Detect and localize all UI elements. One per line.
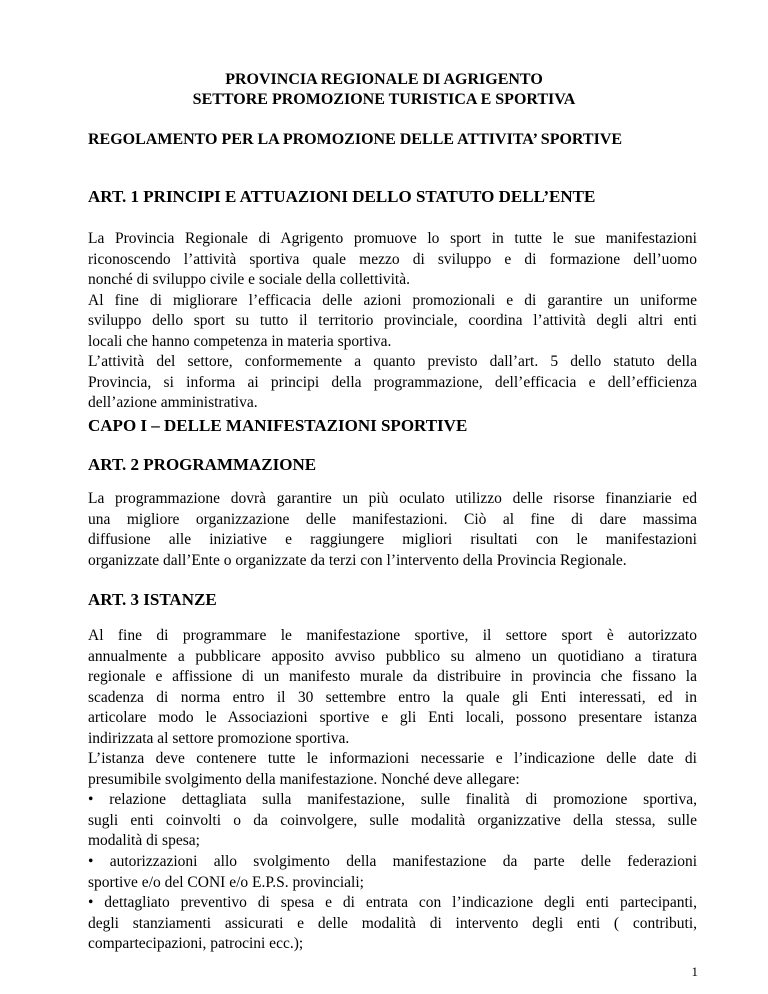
text-line: • dettagliato preventivo di spesa e di entrata con l’indicazione degli enti partecipanti, — [88, 894, 697, 911]
text-line: • autorizzazioni allo svolgimento della manifestazione da parte delle federazioni — [88, 853, 697, 870]
text-line: una migliore organizzazione delle manifestazioni. Ciò al fine di dare massima — [88, 510, 697, 528]
text-line: modalità di spesa; — [88, 832, 200, 849]
text-line: La programmazione dovrà garantire un più oculato utilizzo delle risorse finanziarie ed — [88, 490, 697, 507]
text-line: L’attività del settore, conformemente a quanto previsto dall’art. 5 dello statuto della — [88, 353, 697, 370]
art2-body — [88, 489, 697, 571]
text-line: annualmente a pubblicare apposito avviso pubblico su almeno un quotidiano a tiratura — [88, 647, 697, 665]
header-line-1: PROVINCIA REGIONALE DI AGRIGENTO — [225, 71, 543, 88]
text-line: Al fine di programmare le manifestazione sportive, il settore sport è autorizzato — [88, 627, 697, 644]
page-number: 1 — [691, 964, 698, 979]
text-line: regionale e affissione di un manifesto murale da distribuire in provincia che fissano la — [88, 668, 697, 685]
text-line: sportive e/o del CONI e/o E.P.S. provinciali; — [88, 873, 364, 891]
capo1-heading: CAPO I – DELLE MANIFESTAZIONI SPORTIVE — [88, 416, 468, 435]
art2-heading: ART. 2 PROGRAMMAZIONE — [88, 455, 317, 474]
text-line: Al fine di migliorare l’efficacia delle azioni promozionali e di garantire un uniforme — [88, 291, 697, 309]
text-line: Provincia, si informa ai principi della programmazione, dell’efficacia e dell’efficienza — [88, 373, 697, 391]
text-line: compartecipazioni, patrocini ecc.); — [88, 935, 304, 952]
bullet-item-autorizzazioni — [88, 852, 697, 893]
text-line: degli stanziamenti assicurati e delle modalità di intervento degli enti ( contributi, — [88, 914, 697, 932]
art1-body — [88, 229, 697, 414]
bullet-item-relazione — [88, 790, 697, 852]
text-line: scadenza di norma entro il 30 settembre entro la quale gli Enti interessati, ed in — [88, 688, 697, 706]
text-line: indirizzata al settore promozione sportiva. — [88, 729, 350, 747]
text-line: • relazione dettagliata sulla manifestazione, sulle finalità di promozione sportiva, — [88, 791, 697, 808]
text-line: articolare modo le Associazioni sportive e gli Enti locali, possono presentare istanza — [88, 709, 697, 726]
art3-body — [88, 626, 697, 790]
text-line: organizzate dall’Ente o organizzate da terzi con l’intervento della Provincia Regionale. — [88, 551, 627, 569]
text-line: riconoscendo l’attività sportiva quale mezzo di sviluppo e di formazione dell’uomo — [88, 250, 697, 268]
text-line: sviluppo dello sport su tutto il territorio provinciale, coordina l’attività degli altri enti — [88, 312, 697, 329]
text-line: sugli enti coinvolti o da coinvolgere, sulle modalità organizzative della stessa, sulle — [88, 811, 697, 829]
document-title: REGOLAMENTO PER LA PROMOZIONE DELLE ATTIVITA’ SPORTIVE — [88, 131, 623, 148]
text-line: L’istanza deve contenere tutte le informazioni necessarie e l’indicazione delle date di — [88, 750, 697, 767]
text-line: presumibile svolgimento della manifestazione. Nonché deve allegare: — [88, 770, 520, 788]
text-line: locali che hanno competenza in materia sportiva. — [88, 332, 392, 350]
text-line: diffusione alle iniziative e raggiungere migliori risultati con le manifestazioni — [88, 531, 697, 548]
text-line: dell’azione amministrativa. — [88, 394, 258, 411]
text-line: nonché di sviluppo civile e sociale della collettività. — [88, 271, 410, 288]
art1-heading: ART. 1 PRINCIPI E ATTUAZIONI DELLO STATUTO DELL’ENTE — [88, 187, 596, 206]
art3-heading: ART. 3 ISTANZE — [88, 590, 217, 609]
bullet-item-preventivo — [88, 893, 697, 955]
text-line: La Provincia Regionale di Agrigento promuove lo sport in tutte le sue manifestazioni — [88, 230, 697, 247]
header-line-2: SETTORE PROMOZIONE TURISTICA E SPORTIVA — [192, 91, 576, 108]
